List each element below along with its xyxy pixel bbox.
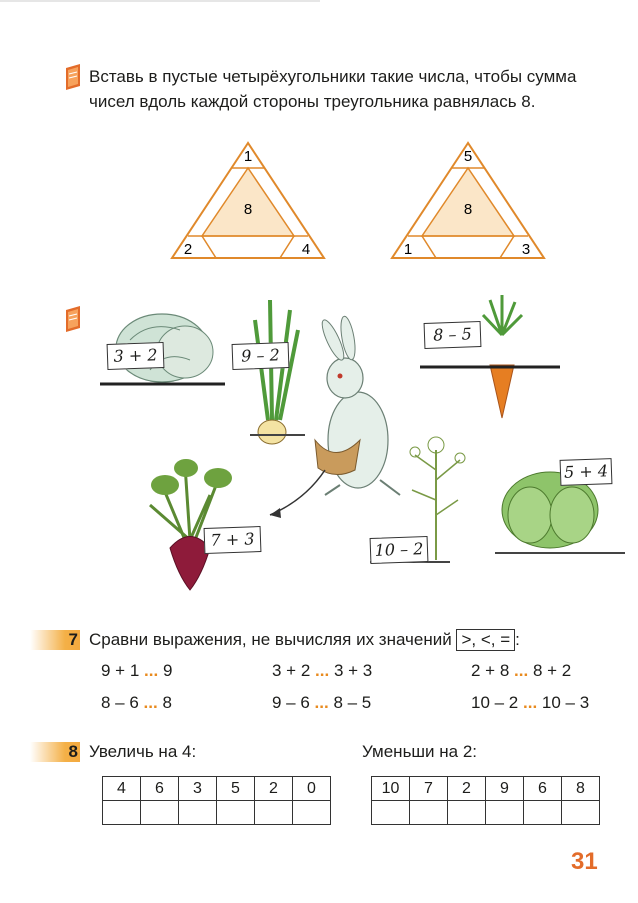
increase-table — [102, 776, 331, 825]
triangle1-center: 8 — [243, 201, 253, 218]
rabbit-illustration — [315, 315, 400, 495]
beet-illustration — [150, 459, 232, 590]
answer-cell[interactable] — [103, 801, 141, 825]
triangle1-right[interactable]: 4 — [301, 241, 311, 258]
table-row — [103, 801, 331, 825]
onion-illustration — [250, 300, 305, 444]
sign-beet: 7 + 3 — [204, 526, 262, 554]
garden-illustration — [90, 290, 630, 600]
answer-cell[interactable] — [486, 801, 524, 825]
book-icon — [64, 306, 82, 332]
table-cell: 8 — [562, 777, 600, 801]
compare-blank[interactable]: ... — [144, 661, 159, 680]
answer-cell[interactable] — [448, 801, 486, 825]
task5-line2: чисел вдоль каждой стороны треугольника равнялась 8. — [89, 92, 536, 111]
triangle2-left[interactable]: 1 — [403, 241, 413, 258]
answer-cell[interactable] — [141, 801, 179, 825]
answer-cell[interactable] — [293, 801, 331, 825]
table-cell: 9 — [486, 777, 524, 801]
answer-cell[interactable] — [179, 801, 217, 825]
number-triangle-2 — [388, 140, 548, 262]
table-row — [372, 777, 600, 801]
expr-2-1: 8 – 6 ... 8 — [101, 693, 172, 712]
sign-onion: 9 – 2 — [232, 342, 290, 370]
table-row — [372, 801, 600, 825]
triangle2-top[interactable]: 5 — [463, 148, 473, 165]
triangle1-top[interactable]: 1 — [243, 148, 253, 165]
sign-carrot: 8 – 5 — [424, 321, 482, 349]
task8-number: 8 — [30, 742, 80, 762]
expr-2-3: 10 – 2 ... 10 – 3 — [471, 693, 590, 712]
compare-blank[interactable]: ... — [523, 693, 538, 712]
table-cell: 0 — [293, 777, 331, 801]
table-cell: 6 — [524, 777, 562, 801]
triangle1-left[interactable]: 2 — [183, 241, 193, 258]
compare-blank[interactable]: ... — [314, 693, 329, 712]
table-row — [103, 777, 331, 801]
table-cell: 4 — [103, 777, 141, 801]
book-icon — [64, 64, 82, 90]
task7-symbols-box: >, <, = — [456, 629, 515, 651]
table-cell: 2 — [448, 777, 486, 801]
carrot-illustration — [420, 295, 560, 418]
task7-colon: : — [515, 630, 520, 649]
compare-blank[interactable]: ... — [143, 693, 158, 712]
top-rule — [0, 0, 320, 2]
sign-lettuce: 5 + 4 — [560, 458, 613, 486]
decrease-table — [371, 776, 600, 825]
compare-blank[interactable]: ... — [315, 661, 330, 680]
expr-1-2: 3 + 2 ... 3 + 3 — [272, 661, 373, 680]
expr-1-1: 9 + 1 ... 9 — [101, 661, 173, 680]
answer-cell[interactable] — [255, 801, 293, 825]
task8-right-label: Уменьши на 2: — [362, 742, 478, 761]
compare-blank[interactable]: ... — [514, 661, 529, 680]
answer-cell[interactable] — [562, 801, 600, 825]
triangle2-right[interactable]: 3 — [521, 241, 531, 258]
task7-instruction — [89, 627, 520, 653]
expr-2-2: 9 – 6 ... 8 – 5 — [272, 693, 372, 712]
table-cell: 10 — [372, 777, 410, 801]
page-number: 31 — [571, 848, 598, 875]
task5-line1: Вставь в пустые четырёхугольники такие числа, чтобы сумма — [89, 67, 577, 86]
arrow-to-beet — [270, 470, 325, 515]
task8-left-label: Увеличь на 4: — [89, 742, 197, 761]
task7-number: 7 — [30, 630, 80, 650]
answer-cell[interactable] — [410, 801, 448, 825]
sign-dill: 10 – 2 — [370, 536, 429, 564]
table-cell: 3 — [179, 777, 217, 801]
task7-instruction-text: Сравни выражения, не вычисляя их значений — [89, 630, 452, 649]
table-cell: 6 — [141, 777, 179, 801]
answer-cell[interactable] — [372, 801, 410, 825]
expr-1-3: 2 + 8 ... 8 + 2 — [471, 661, 572, 680]
number-triangle-1 — [168, 140, 328, 262]
sign-cabbage: 3 + 2 — [107, 342, 165, 370]
triangle2-center: 8 — [463, 201, 473, 218]
table-cell: 5 — [217, 777, 255, 801]
answer-cell[interactable] — [217, 801, 255, 825]
table-cell: 2 — [255, 777, 293, 801]
answer-cell[interactable] — [524, 801, 562, 825]
table-cell: 7 — [410, 777, 448, 801]
